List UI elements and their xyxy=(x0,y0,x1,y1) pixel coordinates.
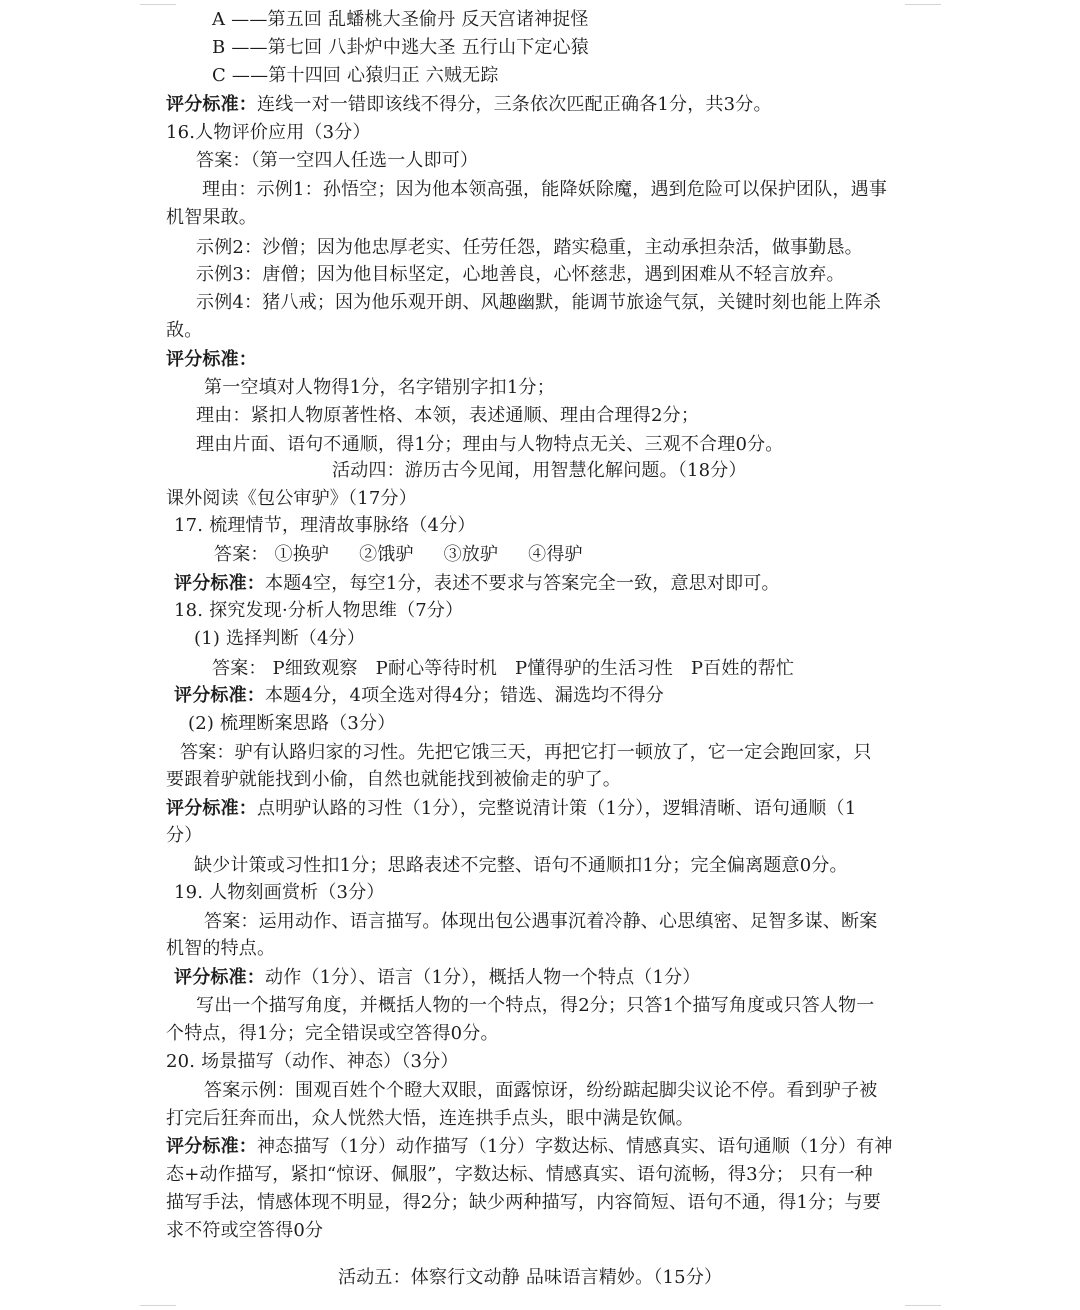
activity-4-heading: 活动四：游历古今见闻，用智慧化解问题。（18分） xyxy=(332,460,747,481)
q16-example-4-line-1: 示例4：猪八戒；因为他乐观开朗、风趣幽默，能调节旅途气氛，关键时刻也能上阵杀 xyxy=(196,292,882,313)
q20-title: 20. 场景描写（动作、神态）（3分） xyxy=(166,1051,459,1072)
q18-sub2-title: (2) 梳理断案思路（3分） xyxy=(188,713,396,734)
criteria-text: 本题4空，每空1分，表述不要求与答案完全一致，意思对即可。 xyxy=(265,573,780,594)
q16-reason-line-1: 理由：示例1：孙悟空；因为他本领高强，能降妖除魔，遇到危险可以保护团队，遇事 xyxy=(202,179,888,200)
q15-criteria xyxy=(166,92,772,118)
q15-option-b: B ——第七回 八卦炉中逃大圣 五行山下定心猿 xyxy=(212,37,589,58)
q18-sub2-answer-line-2: 要跟着驴就能找到小偷，自然也就能找到被偷走的驴了。 xyxy=(166,769,621,790)
q16-example-2: 示例2：沙僧；因为他忠厚老实、任劳任怨，踏实稳重，主动承担杂活，做事勤恳。 xyxy=(196,237,863,258)
q19-criteria-line-3: 个特点，得1分；完全错误或空答得0分。 xyxy=(166,1023,499,1044)
criteria-label: 评分标准： xyxy=(166,349,257,370)
criteria-text: 点明驴认路的习性（1分），完整说清计策（1分），逻辑清晰、语句通顺（1 xyxy=(257,798,857,819)
q20-criteria-line-4: 求不符或空答得0分 xyxy=(166,1220,324,1241)
q16-example-3: 示例3：唐僧；因为他目标坚定，心地善良，心怀慈悲，遇到困难从不轻言放弃。 xyxy=(196,264,845,285)
answer-item: P百姓的帮忙 xyxy=(690,658,795,679)
q18-sub1-answer xyxy=(212,656,794,682)
q18-title: 18. 探究发现·分析人物思维（7分） xyxy=(174,600,464,621)
q15-option-a: A ——第五回 乱蟠桃大圣偷丹 反天宫诸神捉怪 xyxy=(212,9,589,30)
q20-answer-line-2: 打完后狂奔而出，众人恍然大悟，连连拱手点头，眼中满是钦佩。 xyxy=(166,1108,694,1129)
criteria-label: 评分标准： xyxy=(174,573,265,594)
answer-item: ④得驴 xyxy=(528,544,583,565)
answer-item: P耐心等待时机 xyxy=(375,658,498,679)
answer-item: P细致观察 xyxy=(272,658,358,679)
answer-item: ①换驴 xyxy=(274,544,330,565)
q18-sub2-criteria-line-3: 缺少计策或习性扣1分；思路表述不完整、语句不通顺扣1分；完全偏离题意0分。 xyxy=(194,855,848,876)
q16-answer: 答案：（第一空四人任选一人即可） xyxy=(196,150,479,171)
criteria-label: 评分标准： xyxy=(166,1136,257,1157)
reading-title: 课外阅读《包公审驴》（17分） xyxy=(166,488,417,509)
q20-criteria-line-2: 态+动作描写，紧扣“惊讶、佩服”，字数达标、情感真实、语句流畅，得3分； 只有一种 xyxy=(166,1164,873,1185)
crop-mark-top-right xyxy=(905,4,941,5)
criteria-label: 评分标准： xyxy=(174,967,265,988)
q18-sub2-answer-line-1: 答案：驴有认路归家的习性。先把它饿三天，再把它打一顿放了，它一定会跑回家，只 xyxy=(180,742,872,763)
q16-example-4-line-2: 敌。 xyxy=(166,320,203,341)
crop-mark-bottom-right xyxy=(905,1305,941,1306)
q19-criteria xyxy=(174,965,701,991)
criteria-label: 评分标准： xyxy=(166,94,257,115)
criteria-text: 连线一对一错即该线不得分，三条依次匹配正确各1分，共3分。 xyxy=(257,94,772,115)
q20-answer-line-1: 答案示例：围观百姓个个瞪大双眼，面露惊讶，纷纷踮起脚尖议论不停。看到驴子被 xyxy=(204,1080,878,1101)
q16-criteria-label xyxy=(166,347,257,373)
q16-criteria-2: 理由：紧扣人物原著性格、本领，表述通顺、理由合理得2分； xyxy=(196,405,700,426)
q17-title: 17. 梳理情节，理清故事脉络（4分） xyxy=(174,515,476,536)
activity-5-heading: 活动五：体察行文动静 品味语言精妙。（15分） xyxy=(338,1267,723,1288)
criteria-text: 动作（1分）、语言（1分），概括人物一个特点（1分） xyxy=(265,967,701,988)
answer-item: ②饿驴 xyxy=(359,544,414,565)
q15-option-c: C ——第十四回 心猿归正 六贼无踪 xyxy=(212,65,499,86)
q17-answer xyxy=(214,542,583,568)
q19-answer-line-1: 答案：运用动作、语言描写。体现出包公遇事沉着冷静、心思缜密、足智多谋、断案 xyxy=(204,911,878,932)
q19-title: 19. 人物刻画赏析（3分） xyxy=(174,882,385,903)
q16-criteria-3: 理由片面、语句不通顺，得1分；理由与人物特点无关、三观不合理0分。 xyxy=(196,434,784,455)
q19-criteria-line-2: 写出一个描写角度，并概括人物的一个特点，得2分；只答1个描写角度或只答人物一 xyxy=(196,995,875,1016)
q18-sub2-criteria-line-1 xyxy=(166,796,856,822)
crop-mark-bottom-left xyxy=(140,1305,176,1306)
q18-sub1-title: (1) 选择判断（4分） xyxy=(194,628,366,649)
q19-answer-line-2: 机智的特点。 xyxy=(166,938,276,959)
q16-reason-line-2: 机智果敢。 xyxy=(166,207,257,228)
criteria-label: 评分标准： xyxy=(166,798,257,819)
criteria-text: 神态描写（1分）动作描写（1分）字数达标、情感真实、语句通顺（1分）有神 xyxy=(257,1136,893,1157)
q20-criteria-line-3: 描写手法，情感体现不明显，得2分；缺少两种描写，内容简短、语句不通，得1分；与要 xyxy=(166,1192,881,1213)
q18-sub1-criteria xyxy=(174,683,664,709)
answer-item: ③放驴 xyxy=(443,544,499,565)
q17-criteria xyxy=(174,571,780,597)
q16-criteria-1: 第一空填对人物得1分，名字错别字扣1分； xyxy=(204,377,555,398)
crop-mark-top-left xyxy=(140,4,176,5)
answer-item: P懂得驴的生活习性 xyxy=(515,658,673,679)
criteria-label: 评分标准： xyxy=(174,685,265,706)
answer-label: 答案： xyxy=(214,544,269,565)
answer-label: 答案： xyxy=(212,658,267,679)
q20-criteria-line-1 xyxy=(166,1134,893,1160)
q16-title: 16.人物评价应用（3分） xyxy=(166,122,371,143)
criteria-text: 本题4分，4项全选对得4分；错选、漏选均不得分 xyxy=(265,685,664,706)
q18-sub2-criteria-line-2: 分） xyxy=(166,825,203,846)
